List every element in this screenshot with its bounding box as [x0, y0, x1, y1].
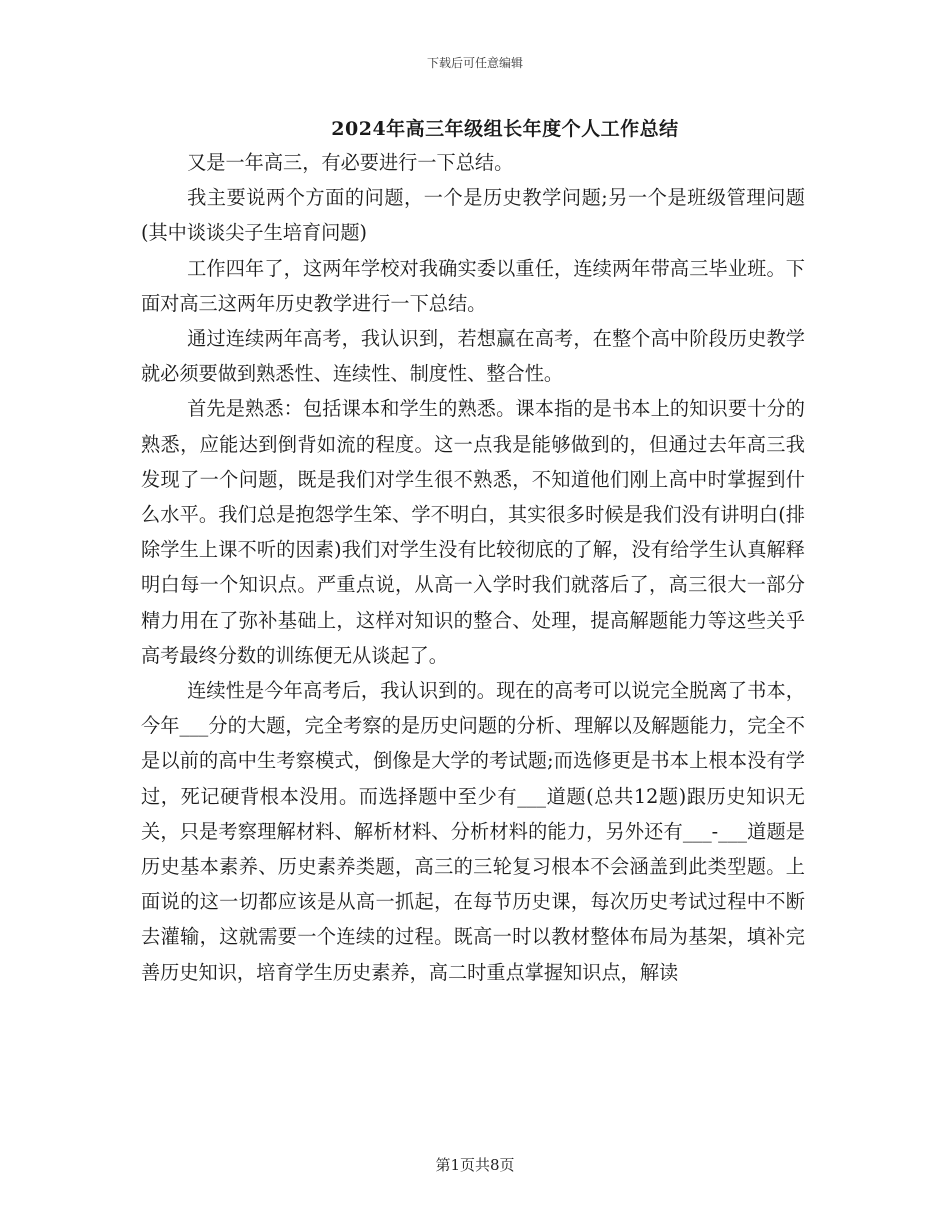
paragraph: 首先是熟悉：包括课本和学生的熟悉。课本指的是书本上的知识要十分的熟悉，应能达到倒背如流的程度。这一点我是能够做到的，但通过去年高三我发现了一个问题，既是我们对学生很不熟悉，不知道他们刚上高中时掌握到什么水平。我们总是抱怨学生笨、学不明白，其实很多时候是我们没有讲明白(排除学生上课不听的因素)我们对学生没有比较彻底的了解，没有给学生认真解释明白每一个知识点。严重点说，从高一入学时我们就落后了，高三很大一部分精力用在了弥补基础上，这样对知识的整合、处理，提高解题能力等这些关乎高考最终分数的训练便无从谈起了。: [141, 397, 805, 667]
page-number-footer: 第1页共8页: [435, 1156, 515, 1174]
paragraph: 工作四年了，这两年学校对我确实委以重任，连续两年带高三毕业班。下面对高三这两年历史教学进行一下总结。: [141, 256, 805, 315]
paragraph: 连续性是今年高考后，我认识到的。现在的高考可以说完全脱离了书本，今年___分的大题，完全考察的是历史问题的分析、理解以及解题能力，完全不是以前的高中生考察模式，倒像是大学的考试题;而选修更是书本上根本没有学过，死记硬背根本没用。而选择题中至少有___道题(总共12题)跟历史知识无关，只是考察理解材料、解析材料、分析材料的能力，另外还有___-___道题是历史基本素养、历史素养类题，高三的三轮复习根本不会涵盖到此类型题。上面说的这一切都应该是从高一抓起，在每节历史课，每次历史考试过程中不断去灌输，这就需要一个连续的过程。既高一时以教材整体布局为基架，填补完善历史知识，培育学生历史素养，高二时重点掌握知识点，解读: [141, 679, 805, 984]
paragraph: 又是一年高三，有必要进行一下总结。: [187, 151, 514, 174]
document-body: [141, 145, 805, 990]
header-note: 下载后可任意编辑: [426, 56, 523, 70]
paragraph: 我主要说两个方面的问题，一个是历史教学问题;另一个是班级管理问题(其中谈谈尖子生培育问题): [141, 186, 805, 245]
paragraph: 通过连续两年高考，我认识到，若想赢在高考，在整个高中阶段历史教学就必须要做到熟悉性、连续性、制度性、整合性。: [141, 327, 805, 386]
document-title: 2024年高三年级组长年度个人工作总结: [331, 118, 679, 140]
